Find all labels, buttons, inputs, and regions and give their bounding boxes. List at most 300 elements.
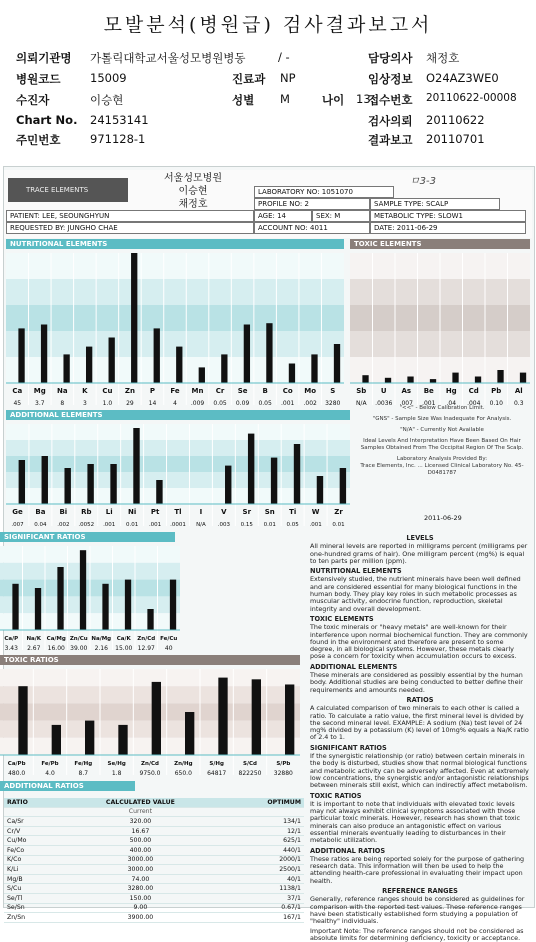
- data-label: 14: [148, 400, 157, 407]
- calculated-cell: 3280.00: [61, 884, 220, 894]
- range-band: [6, 424, 350, 440]
- legend-note: "N/A" - Currently Not Available: [400, 427, 484, 433]
- toxic-ratios-chart: [0, 665, 300, 777]
- tick-label: Mo: [304, 387, 317, 395]
- bar-fe-hg: [85, 721, 94, 755]
- interp-heading: SIGNIFICANT RATIOS: [310, 743, 387, 752]
- tick-label: Na: [57, 387, 68, 395]
- label-patient: 수진자: [16, 93, 50, 107]
- bar-zn-hg: [185, 712, 194, 755]
- value-clinical: O24AZ3WE0: [426, 71, 499, 85]
- data-label: 0.3: [513, 400, 524, 407]
- calculated-cell: 500.00: [61, 836, 220, 846]
- bar-zn-cd: [147, 609, 153, 630]
- tick-label: Na/Mg: [91, 636, 112, 642]
- optimum-cell: 134/1: [220, 817, 304, 827]
- field-sample-type: SAMPLE TYPE: SCALP: [370, 198, 500, 210]
- ratio-cell: Se/Sn: [4, 903, 61, 913]
- ratio-cell: S/Cu: [4, 884, 61, 894]
- label-clinical: 임상정보: [368, 72, 413, 86]
- tick-label: Zn/Cd: [141, 761, 159, 767]
- range-band: [6, 279, 344, 305]
- data-label: 3280: [325, 400, 341, 407]
- legend-notes: [358, 405, 526, 513]
- data-label: 16.00: [47, 645, 65, 652]
- bar-b: [266, 323, 272, 383]
- interp-text: These minerals are considered as possibly essential by the human body. Additional studies are being conducted to better define their requirements and amounts needed.: [310, 671, 523, 694]
- bar-zn-cd: [152, 682, 161, 755]
- tick-label: Bi: [59, 508, 68, 516]
- value-resident-no: 971128-1: [90, 132, 146, 146]
- calculated-cell: 74.00: [61, 874, 220, 884]
- bar-li: [110, 464, 116, 504]
- nutritional-elements-chart: [6, 249, 344, 407]
- ratio-cell: Cu/Mo: [4, 836, 61, 846]
- tick-label: Hg: [445, 387, 457, 395]
- bar-pb: [497, 370, 503, 383]
- interp-text: It is important to note that individuals with elevated toxic levels may not always exhibit clinical symptoms associated with those particular toxic minerals. However, research has shown that toxic minerals can also produce an antagonistic effect on various essential minerals eventually leading to disturbances in their metabolic utilization.: [310, 799, 520, 845]
- data-label: .004: [467, 400, 481, 407]
- data-label: 0.01: [332, 522, 345, 528]
- tick-label: Ba: [35, 508, 46, 516]
- optimum-cell: 167/1: [220, 913, 304, 923]
- data-label: .001: [103, 522, 116, 528]
- data-label: .0052: [78, 522, 95, 528]
- tick-label: Na/K: [26, 636, 42, 642]
- optimum-cell: 625/1: [220, 836, 304, 846]
- data-label: 1.8: [111, 770, 122, 777]
- field-date: DATE: 2011-06-29: [370, 222, 526, 234]
- bar-zr: [340, 468, 346, 504]
- bar-ti: [294, 444, 300, 504]
- table-row: [4, 893, 304, 903]
- tick-label: Ca/Mg: [46, 636, 66, 642]
- tick-label: Fe/Hg: [74, 761, 93, 767]
- label-chart-no: Chart No.: [16, 113, 78, 127]
- data-label: 8: [60, 400, 65, 407]
- stamp-line: 서울성모병원: [164, 173, 222, 184]
- interpretation-text: [310, 532, 530, 942]
- significant-ratios-chart: [0, 542, 180, 652]
- bar-s-pb: [285, 684, 294, 755]
- bar-w: [317, 476, 323, 504]
- legend-note: "<<" - Below Calibration Limit.: [399, 405, 485, 411]
- tick-label: Ni: [128, 508, 137, 516]
- field-patient: PATIENT: LEE, SEOUNGHYUN: [6, 210, 254, 222]
- stamp-line: 채정호: [178, 199, 208, 210]
- data-label: 0.05: [286, 522, 299, 528]
- tick-label: S/Hg: [209, 761, 224, 767]
- optimum-cell: 440/1: [220, 845, 304, 855]
- field-profile-no: PROFILE NO: 2: [254, 198, 370, 210]
- field-requested-by: REQUESTED BY: JUNGHO CHAE: [6, 222, 254, 234]
- data-label: .009: [190, 400, 205, 407]
- tick-label: B: [262, 387, 268, 395]
- lab-logo: TRACE ELEMENTS: [8, 178, 128, 202]
- data-label: 2.16: [94, 645, 108, 652]
- calculated-cell: 3000.00: [61, 865, 220, 875]
- legend-note: Ideal Levels And Interpretation Have Been Based On Hair Samples Obtained From The Occipital Region Of The Scalp.: [360, 438, 524, 451]
- tick-label: S: [330, 387, 336, 395]
- interp-text: A calculated comparison of two minerals to each other is called a ratio. To calculate a ratio value, the first mineral level is divided by the second mineral level. EXAMPLE: A sodium (Na) test level of 24 mg% divided by a potassium (K) level of 10mg% equals a Na/K ratio of 2.4 to 1.: [310, 704, 529, 742]
- bar-cu: [109, 338, 115, 384]
- section-additional-ratios-title: ADDITIONAL RATIOS: [0, 781, 135, 791]
- bar-k: [86, 347, 92, 383]
- bar-mg: [41, 325, 47, 384]
- bar-na-k: [35, 588, 41, 630]
- handwritten-note: ㅁ3-3: [410, 176, 436, 187]
- tick-label: S/Cd: [243, 761, 257, 767]
- table-row: [4, 826, 304, 836]
- data-label: 0.09: [235, 400, 250, 407]
- data-label: .002: [303, 400, 317, 407]
- field-sex: SEX: M: [312, 210, 370, 222]
- tick-label: Ca: [12, 387, 23, 395]
- interp-text: Important Note: The reference ranges should not be considered as absolute limits for determining deficiency, toxicity or acceptance.: [310, 926, 524, 942]
- data-label: 0.01: [263, 522, 276, 528]
- legend-note: Laboratory Analysis Provided By:: [396, 456, 488, 462]
- interp-heading: TOXIC RATIOS: [310, 791, 362, 800]
- tick-label: Pb: [491, 387, 502, 395]
- data-label: .001: [309, 522, 322, 528]
- optimum-cell: 0.67/1: [220, 903, 304, 913]
- table-row: [4, 865, 304, 875]
- ratio-cell: Cr/V: [4, 826, 61, 836]
- tick-label: Zr: [334, 508, 343, 516]
- bar-fe-pb: [52, 725, 61, 755]
- bar-cr: [221, 354, 227, 383]
- table-body: [4, 817, 304, 923]
- section-significant-ratios-title: SIGNIFICANT RATIOS: [0, 532, 175, 542]
- data-label: .04: [446, 400, 457, 407]
- value-receipt: 20110622-00008: [426, 92, 517, 104]
- data-label: 3: [82, 400, 87, 407]
- bar-sr: [248, 434, 254, 504]
- bar-ba: [42, 456, 48, 504]
- data-label: .001: [422, 400, 436, 407]
- calculated-cell: 150.00: [61, 893, 220, 903]
- interp-text: These ratios are being reported solely for the purpose of gathering research data. This information will then be used to help the attending health-care professional in evaluating their impact upon health.: [310, 854, 525, 885]
- tick-label: Se/Hg: [107, 761, 126, 767]
- stamp-line: 이승현: [178, 186, 208, 197]
- bar-s-hg: [218, 678, 227, 755]
- data-label: .007: [11, 522, 24, 528]
- tick-label: Be: [423, 387, 434, 395]
- ratio-cell: Se/Tl: [4, 893, 61, 903]
- label-department: 진료과: [232, 72, 266, 86]
- calculated-cell: 3900.00: [61, 913, 220, 923]
- bar-se: [244, 325, 250, 384]
- bar-zn: [131, 253, 137, 383]
- value-age: 13: [356, 92, 371, 106]
- table-row: [4, 874, 304, 884]
- data-label: .0036: [375, 400, 393, 407]
- tick-label: Pt: [150, 508, 160, 516]
- ratio-cell: K/Co: [4, 855, 61, 865]
- tick-label: Fe/Pb: [41, 761, 59, 767]
- data-label: 3.43: [4, 645, 18, 652]
- bar-na: [63, 354, 69, 383]
- bar-u: [385, 378, 391, 383]
- calculated-cell: 16.67: [61, 826, 220, 836]
- bar-fe: [176, 347, 182, 383]
- table-header-row: [4, 798, 304, 807]
- legend-note: "GNS" - Sample Size Was Inadequate For Analysis.: [372, 416, 512, 422]
- data-label: 480.0: [8, 770, 26, 777]
- interp-text: The toxic minerals or "heavy metals" are well-known for their interference upon normal biochemical function. They are commonly found in the environment and therefore are present to some degree, in all biological systems. However, these metals clearly pose a concern for toxicity when accumulation occurs to excess.: [310, 623, 528, 661]
- table-row: [4, 884, 304, 894]
- section-toxic-title: TOXIC ELEMENTS: [350, 239, 530, 249]
- section-additional-title: ADDITIONAL ELEMENTS: [6, 410, 350, 420]
- tick-label: U: [380, 387, 387, 395]
- table-row: [4, 845, 304, 855]
- label-institution: 의뢰기관명: [16, 51, 72, 65]
- bar-mo: [311, 354, 317, 383]
- tick-label: Ca/Pb: [7, 761, 26, 767]
- ratio-cell: K/Li: [4, 865, 61, 875]
- label-request-date: 검사의뢰: [368, 114, 413, 128]
- data-label: 32880: [273, 770, 293, 777]
- interp-heading: REFERENCE RANGES: [382, 887, 458, 896]
- tick-label: Cu: [102, 387, 113, 395]
- data-label: N/A: [355, 400, 367, 407]
- ratio-cell: Zn/Sn: [4, 913, 61, 923]
- bar-be: [430, 379, 436, 383]
- data-label: 40: [164, 645, 173, 652]
- data-label: 9750.0: [139, 770, 161, 777]
- tick-label: Ca/P: [4, 636, 19, 642]
- data-label: .001: [280, 400, 295, 407]
- tick-label: Zn/Hg: [174, 761, 193, 767]
- bar-v: [225, 466, 231, 504]
- interp-heading: RATIOS: [406, 695, 434, 704]
- interp-text: All mineral levels are reported in milligrams percent (milligrams per one-hundred grams of hair). One milligram percent (mg%) is equal to ten parts per million (ppm).: [310, 542, 528, 565]
- tick-label: Zn/Cd: [137, 636, 156, 642]
- interp-heading: NUTRITIONAL ELEMENTS: [310, 567, 402, 576]
- hospital-stamp: [138, 172, 248, 212]
- table-subheader-row: [4, 807, 304, 817]
- data-label: 0.04: [34, 522, 47, 528]
- label-doctor: 담당의사: [368, 51, 413, 65]
- bar-sn: [271, 458, 277, 504]
- tick-label: Ti: [289, 508, 297, 516]
- bar-p: [154, 328, 160, 383]
- bar-se-hg: [118, 725, 127, 755]
- bar-ca-mg: [57, 567, 63, 630]
- interp-heading: ADDITIONAL ELEMENTS: [310, 662, 398, 671]
- interp-text: Generally, reference ranges should be considered as guidelines for comparison with the reported test values. These reference ranges have been statistically established form studying a population of "healthy" individuals.: [310, 895, 525, 926]
- bar-bi: [64, 468, 70, 504]
- tick-label: Sr: [242, 508, 252, 516]
- data-label: .002: [57, 522, 70, 528]
- bar-ca-pb: [18, 686, 27, 755]
- value-chart-no: 24153141: [90, 113, 149, 127]
- label-sex: 성별: [232, 93, 255, 107]
- bar-s: [334, 344, 340, 383]
- tick-label: Mg: [33, 387, 46, 395]
- data-label: 2.67: [27, 645, 41, 652]
- data-label: 64817: [207, 770, 227, 777]
- bar-cd: [475, 377, 481, 384]
- data-label: 4.0: [45, 770, 55, 777]
- data-label: 15.00: [115, 645, 133, 652]
- col-header-calculated: CALCULATED VALUE: [61, 798, 220, 807]
- data-label: .003: [217, 522, 230, 528]
- interp-text: Extensively studied, the nutrient minerals have been well defined and are considered essential for many biological functions in the human body. They play key roles in such metabolic processes as muscular activity, endocrine function, reproduction, skeletal integrity and overall development.: [310, 575, 521, 613]
- range-band: [6, 331, 344, 357]
- report-title: 모발분석(병원급) 검사결과보고서: [103, 14, 433, 36]
- bar-zn-cu: [80, 550, 86, 630]
- tick-label: Li: [105, 508, 113, 516]
- value-institution-extra: / -: [278, 50, 290, 64]
- optimum-cell: 2500/1: [220, 865, 304, 875]
- bar-ni: [133, 428, 139, 504]
- field-age: AGE: 14: [254, 210, 312, 222]
- data-label: 8.7: [78, 770, 89, 777]
- table-row: [4, 913, 304, 923]
- label-receipt: 접수번호: [368, 93, 413, 107]
- data-label: 1.0: [102, 400, 113, 407]
- data-label: .001: [148, 522, 162, 528]
- range-band: [6, 305, 344, 331]
- calculated-cell: 320.00: [61, 817, 220, 827]
- section-toxic-ratios-title: TOXIC RATIOS: [0, 655, 300, 665]
- calculated-cell: 400.00: [61, 845, 220, 855]
- tick-label: Ca/K: [116, 636, 131, 642]
- data-label: 0.15: [240, 522, 253, 528]
- value-patient: 이승현: [90, 93, 124, 107]
- calculated-cell: 9.00: [61, 903, 220, 913]
- optimum-cell: 37/1: [220, 893, 304, 903]
- table-row: [4, 817, 304, 827]
- data-label: 0.10: [489, 400, 503, 407]
- range-band: [6, 253, 344, 279]
- calculated-cell: 3000.00: [61, 855, 220, 865]
- tick-label: Tl: [174, 508, 182, 516]
- data-label: 29: [126, 400, 134, 407]
- bar-s-cd: [252, 679, 261, 755]
- ratio-cell: Mg/B: [4, 874, 61, 884]
- tick-label: Co: [282, 387, 293, 395]
- bar-ca-p: [12, 584, 18, 630]
- legend-date: 2011-06-29: [424, 514, 462, 522]
- bar-hg: [452, 373, 458, 383]
- bar-na-mg: [102, 584, 108, 630]
- tick-label: Se: [237, 387, 248, 395]
- field-account: ACCOUNT NO: 4011: [254, 222, 370, 234]
- data-label: N/A: [196, 522, 206, 528]
- data-label: 650.0: [174, 770, 192, 777]
- additional-ratios-table: [4, 798, 304, 923]
- value-request-date: 20110622: [426, 113, 485, 127]
- interp-heading: LEVELS: [406, 534, 434, 542]
- section-nutritional-title: NUTRITIONAL ELEMENTS: [6, 239, 344, 249]
- tick-label: V: [221, 508, 227, 516]
- tick-label: Rb: [81, 508, 92, 516]
- bar-ca-k: [125, 580, 131, 630]
- interp-text: If the synergistic relationship (or ratio) between certain minerals in the body is disturbed, studies show that normal biological functions and metabolic activity can be adversely affected. Even at extremely low concentrations, the synergistic and/or antagonistic relationships between minerals still exist, which can indirectly affect metabolism.: [310, 752, 529, 790]
- optimum-cell: 2000/1: [220, 855, 304, 865]
- field-lab-no: LABORATORY NO: 1051070: [254, 186, 394, 198]
- value-doctor: 채정호: [426, 51, 460, 65]
- data-label: 0.01: [126, 522, 139, 528]
- data-label: 4: [173, 400, 177, 407]
- tick-label: P: [149, 387, 156, 395]
- ratio-cell: Ca/Sr: [4, 817, 61, 827]
- optimum-cell: 12/1: [220, 826, 304, 836]
- tick-label: Sb: [356, 387, 367, 395]
- label-report-date: 결과보고: [368, 133, 413, 147]
- bar-ca: [18, 328, 24, 383]
- tick-label: Zn: [124, 387, 135, 395]
- interp-heading: ADDITIONAL RATIOS: [310, 846, 386, 855]
- tick-label: S/Pb: [276, 761, 291, 767]
- bar-co: [289, 364, 295, 384]
- label-resident-no: 주민번호: [16, 133, 61, 147]
- tick-label: Cr: [215, 387, 225, 395]
- tick-label: K: [82, 387, 88, 395]
- data-label: 45: [13, 400, 22, 407]
- bar-fe-cu: [170, 580, 176, 630]
- table-row: [4, 836, 304, 846]
- data-label: .007: [399, 400, 413, 407]
- data-label: .0001: [170, 522, 186, 528]
- tick-label: As: [401, 387, 412, 395]
- tick-label: W: [311, 508, 320, 516]
- ratio-cell: Fe/Co: [4, 845, 61, 855]
- toxic-elements-chart: [350, 249, 530, 407]
- bar-ge: [19, 460, 25, 504]
- value-department: NP: [280, 71, 296, 85]
- value-report-date: 20110701: [426, 132, 485, 146]
- data-label: 0.05: [213, 400, 227, 407]
- data-label: 12.97: [137, 645, 155, 652]
- bar-sb: [362, 375, 368, 383]
- tick-label: Al: [514, 387, 523, 395]
- label-age: 나이: [322, 93, 345, 107]
- data-label: 0.05: [258, 400, 272, 407]
- value-institution: 가톨릭대학교서울성모병원병동: [90, 51, 246, 65]
- additional-elements-chart: [6, 420, 350, 528]
- table-row: [4, 855, 304, 865]
- tick-label: Cd: [468, 387, 479, 395]
- tick-label: Mn: [191, 387, 204, 395]
- bar-as: [407, 377, 413, 384]
- label-hospital-code: 병원코드: [16, 72, 61, 86]
- bar-rb: [87, 464, 93, 504]
- col-subheader-current: Current: [61, 807, 220, 817]
- bar-mn: [199, 367, 205, 383]
- data-label: 3.7: [35, 400, 45, 407]
- bar-pt: [156, 480, 162, 504]
- col-header-ratio: RATIO: [4, 798, 61, 807]
- tick-label: Ge: [12, 508, 23, 516]
- value-hospital-code: 15009: [90, 71, 127, 85]
- tick-label: Sn: [264, 508, 275, 516]
- optimum-cell: 40/1: [220, 874, 304, 884]
- col-header-optimum: OPTIMUM: [220, 798, 304, 807]
- bar-al: [520, 373, 526, 383]
- data-label: 822250: [238, 770, 262, 777]
- table-row: [4, 903, 304, 913]
- value-sex: M: [280, 92, 290, 106]
- legend-note: Trace Elements, Inc. ... Licensed Clinical Laboratory No. 45-D0481787: [360, 463, 524, 476]
- tick-label: Fe: [170, 387, 180, 395]
- field-metabolic: METABOLIC TYPE: SLOW1: [370, 210, 526, 222]
- tick-label: I: [199, 508, 203, 516]
- data-label: 39.00: [70, 645, 88, 652]
- optimum-cell: 1138/1: [220, 884, 304, 894]
